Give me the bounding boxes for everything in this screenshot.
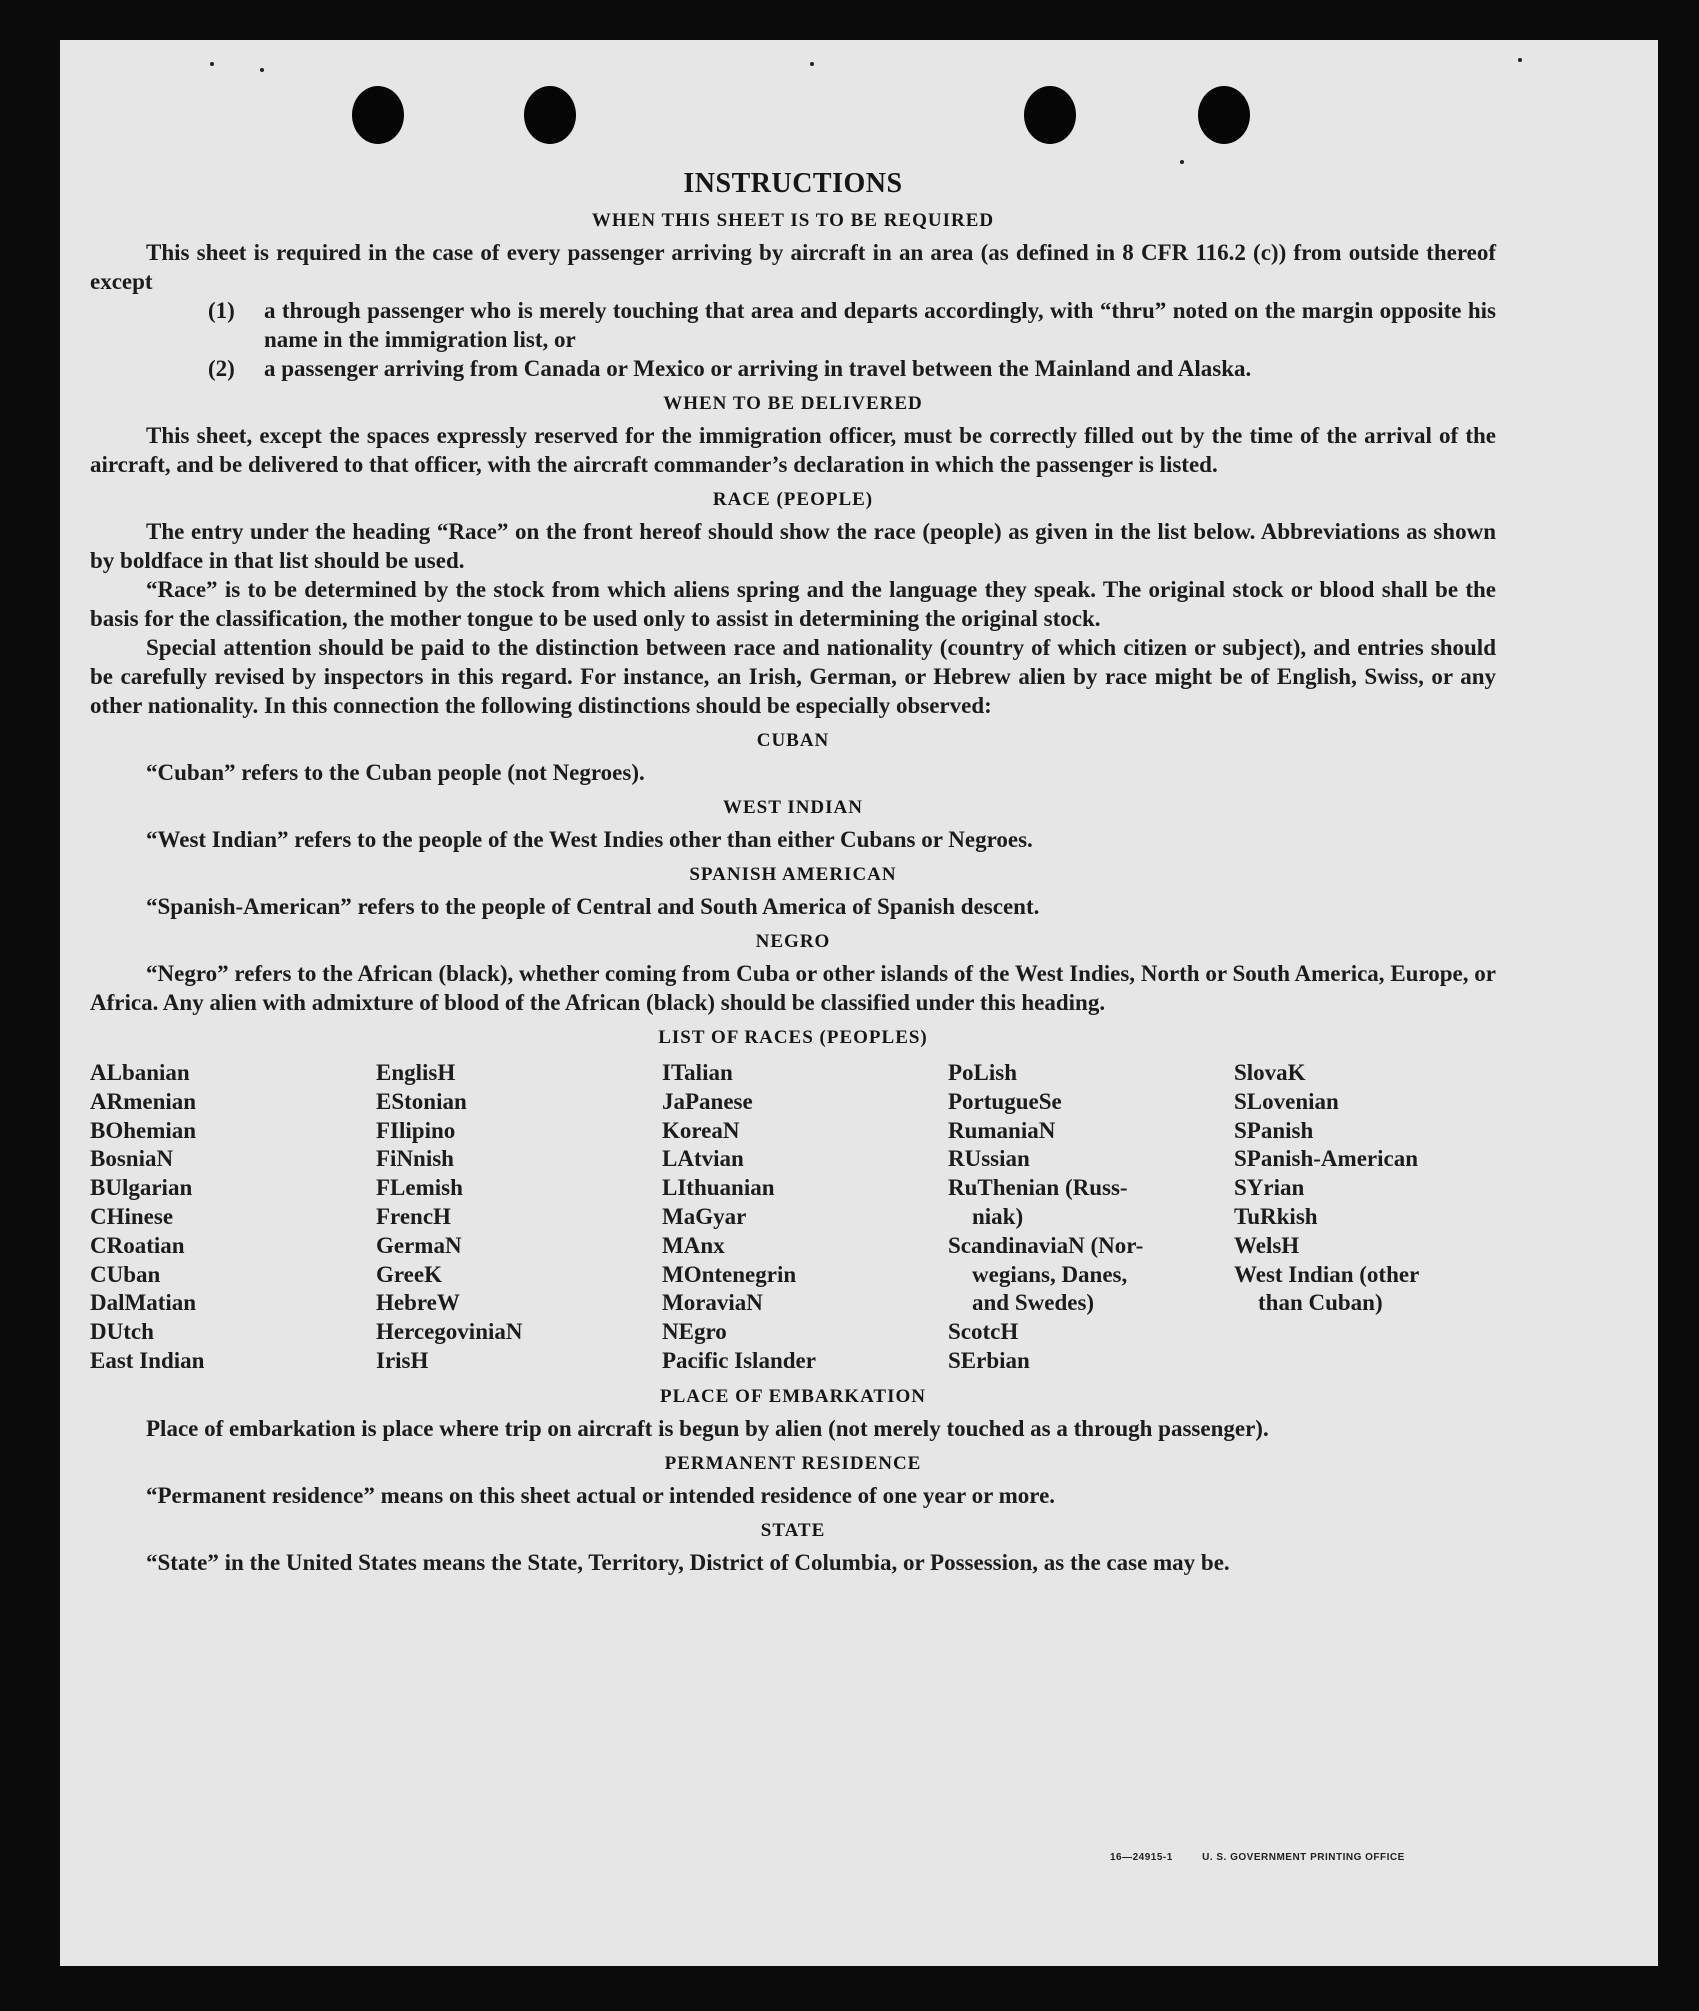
race-item: KoreaN — [662, 1117, 740, 1143]
race-item: FrencH — [376, 1203, 451, 1229]
heading-list-of-races: LIST OF RACES (PEOPLES) — [658, 1027, 928, 1048]
race-item: SErbian — [948, 1347, 1030, 1373]
heading-race: RACE (PEOPLE) — [712, 489, 874, 510]
exception-1 — [208, 296, 1496, 354]
exception-number: (1) — [208, 298, 235, 323]
race-item: CRoatian — [90, 1232, 185, 1258]
race-item: niak) — [972, 1203, 1024, 1229]
heading-residence: PERMANENT RESIDENCE — [664, 1452, 922, 1474]
heading-spanish-american: SPANISH AMERICAN — [689, 864, 897, 885]
race-item: TuRkish — [1234, 1203, 1318, 1229]
speck — [210, 62, 214, 66]
race-item: SPanish-American — [1234, 1146, 1418, 1172]
race-item: and Swedes) — [972, 1290, 1095, 1316]
speck — [810, 62, 814, 66]
residence-text: “Permanent residence” means on this sheet actual or intended residence of one year or more. — [146, 1482, 1056, 1508]
form-number: 16—24915-1 — [1110, 1852, 1173, 1863]
punch-hole-1 — [352, 86, 404, 144]
heading-state: STATE — [760, 1519, 826, 1541]
embarkation-text: Place of embarkation is place where trip on aircraft is begun by alien (not merely touched as a through passenger). — [146, 1415, 1269, 1441]
when-delivered-text: This sheet, except the spaces expressly reserved for the immigration officer, must be correctly filled out by the time of the arrival of the aircraft, and be delivered to that officer, with the aircraft commander’s declaration in which the passenger is listed. — [90, 423, 1496, 477]
exception-text: a through passenger who is merely touching that area and departs accordingly, with “thru” noted on the margin opposite his name in the immigration list, or — [264, 298, 1496, 352]
race-item: RumaniaN — [948, 1117, 1056, 1143]
race-item: ALbanian — [90, 1060, 190, 1085]
race-item: PoLish — [948, 1060, 1018, 1085]
race-item: HercegoviniaN — [376, 1319, 523, 1345]
race-item: BosniaN — [90, 1146, 174, 1172]
race-column-2 — [376, 1059, 662, 1376]
race-list — [90, 1059, 1496, 1376]
race-item: DUtch — [90, 1319, 154, 1345]
race-item: MoraviaN — [662, 1290, 763, 1316]
heading-when-delivered: WHEN TO BE DELIVERED — [663, 393, 923, 414]
race-column-4 — [948, 1059, 1234, 1376]
instructions-body — [90, 168, 1496, 1577]
race-column-5 — [1234, 1059, 1520, 1376]
exception-text: a passenger arriving from Canada or Mexico or arriving in travel between the Mainland and Alaska. — [264, 356, 1252, 381]
race-item: MAnx — [662, 1232, 725, 1258]
state-text: “State” in the United States means the State, Territory, District of Columbia, or Possession, as the case may be. — [146, 1549, 1230, 1575]
race-item: wegians, Danes, — [972, 1261, 1128, 1287]
race-paragraph-3: Special attention should be paid to the distinction between race and nationality (country of which citizen or subject), and entries should be carefully revised by inspectors in this regard. For instance, an Irish, German, or Hebrew alien by race might be of English, Swiss, or any other nationality. In this connection the following distinctions should be especially observed: — [90, 635, 1496, 718]
race-item: than Cuban) — [1258, 1290, 1383, 1316]
race-item: SlovaK — [1234, 1060, 1306, 1085]
cuban-text: “Cuban” refers to the Cuban people (not Negroes). — [146, 760, 645, 785]
race-item: EStonian — [376, 1088, 467, 1114]
race-item: WelsH — [1234, 1232, 1300, 1258]
race-item: West Indian (other — [1234, 1261, 1420, 1287]
race-item: SYrian — [1234, 1175, 1305, 1201]
heading-negro: NEGRO — [755, 931, 831, 952]
when-required-intro: This sheet is required in the case of every passenger arriving by aircraft in an area (as defined in 8 CFR 116.2 (c)) from outside thereof except — [90, 240, 1496, 294]
punch-hole-2 — [524, 86, 576, 144]
race-item: GreeK — [376, 1261, 442, 1287]
race-item: MaGyar — [662, 1203, 747, 1229]
document-sheet — [60, 40, 1658, 1966]
race-item: ScandinaviaN (Nor- — [948, 1232, 1144, 1258]
race-item: RUssian — [948, 1146, 1030, 1172]
race-item: NEgro — [662, 1319, 727, 1345]
race-item: BOhemian — [90, 1117, 197, 1143]
heading-west-indian: WEST INDIAN — [723, 797, 863, 818]
print-footer — [1110, 1852, 1431, 1863]
speck — [1180, 160, 1184, 164]
heading-cuban: CUBAN — [756, 730, 830, 751]
west-indian-text: “West Indian” refers to the people of the West Indies other than either Cubans or Negroes. — [146, 827, 1033, 852]
punch-hole-4 — [1198, 86, 1250, 144]
race-item: SLovenian — [1234, 1088, 1339, 1114]
race-item: BUlgarian — [90, 1175, 193, 1201]
heading-when-required: WHEN THIS SHEET IS TO BE REQUIRED — [591, 210, 995, 231]
race-item: FiNnish — [376, 1146, 454, 1172]
race-column-3 — [662, 1059, 948, 1376]
exception-number: (2) — [208, 356, 235, 381]
page-title: INSTRUCTIONS — [683, 168, 903, 199]
race-item: CHinese — [90, 1203, 174, 1229]
race-item: FLemish — [376, 1175, 463, 1201]
race-paragraph-1: The entry under the heading “Race” on the front hereof should show the race (people) as given in the list below. Abbreviations as shown by boldface in that list should be used. — [90, 519, 1496, 573]
race-item: MOntenegrin — [662, 1261, 797, 1287]
race-item: LIthuanian — [662, 1175, 775, 1201]
race-item: EnglisH — [376, 1060, 456, 1085]
race-item: ScotcH — [948, 1319, 1019, 1345]
spanish-american-text: “Spanish-American” refers to the people of Central and South America of Spanish descent. — [146, 894, 1040, 919]
race-item: East Indian — [90, 1347, 205, 1373]
race-item: IrisH — [376, 1347, 429, 1373]
race-column-1 — [90, 1059, 376, 1376]
race-paragraph-2: “Race” is to be determined by the stock from which aliens spring and the language they speak. The original stock or blood shall be the basis for the classification, the mother tongue to be used only to assist in determining the original stock. — [90, 577, 1496, 631]
speck — [260, 68, 264, 72]
race-item: GermaN — [376, 1232, 462, 1258]
race-item: SPanish — [1234, 1117, 1314, 1143]
punch-hole-3 — [1024, 86, 1076, 144]
race-item: CUban — [90, 1261, 161, 1287]
printer-imprint: U. S. GOVERNMENT PRINTING OFFICE — [1202, 1852, 1405, 1863]
race-item: PortugueSe — [948, 1088, 1062, 1114]
race-item: DalMatian — [90, 1290, 197, 1316]
speck — [1518, 58, 1522, 62]
race-item: ITalian — [662, 1060, 733, 1085]
race-item: HebreW — [376, 1290, 460, 1316]
race-item: JaPanese — [662, 1088, 753, 1114]
race-item: LAtvian — [662, 1146, 744, 1172]
heading-embarkation: PLACE OF EMBARKATION — [660, 1385, 926, 1407]
race-item: ARmenian — [90, 1088, 197, 1114]
race-item: RuThenian (Russ- — [948, 1175, 1128, 1201]
exception-2 — [208, 354, 1496, 383]
negro-text: “Negro” refers to the African (black), whether coming from Cuba or other islands of the West Indies, North or South America, Europe, or Africa. Any alien with admixture of blood of the African (black) should be classified under this heading. — [90, 961, 1496, 1015]
race-item: Pacific Islander — [662, 1347, 816, 1373]
race-item: FIlipino — [376, 1117, 456, 1143]
